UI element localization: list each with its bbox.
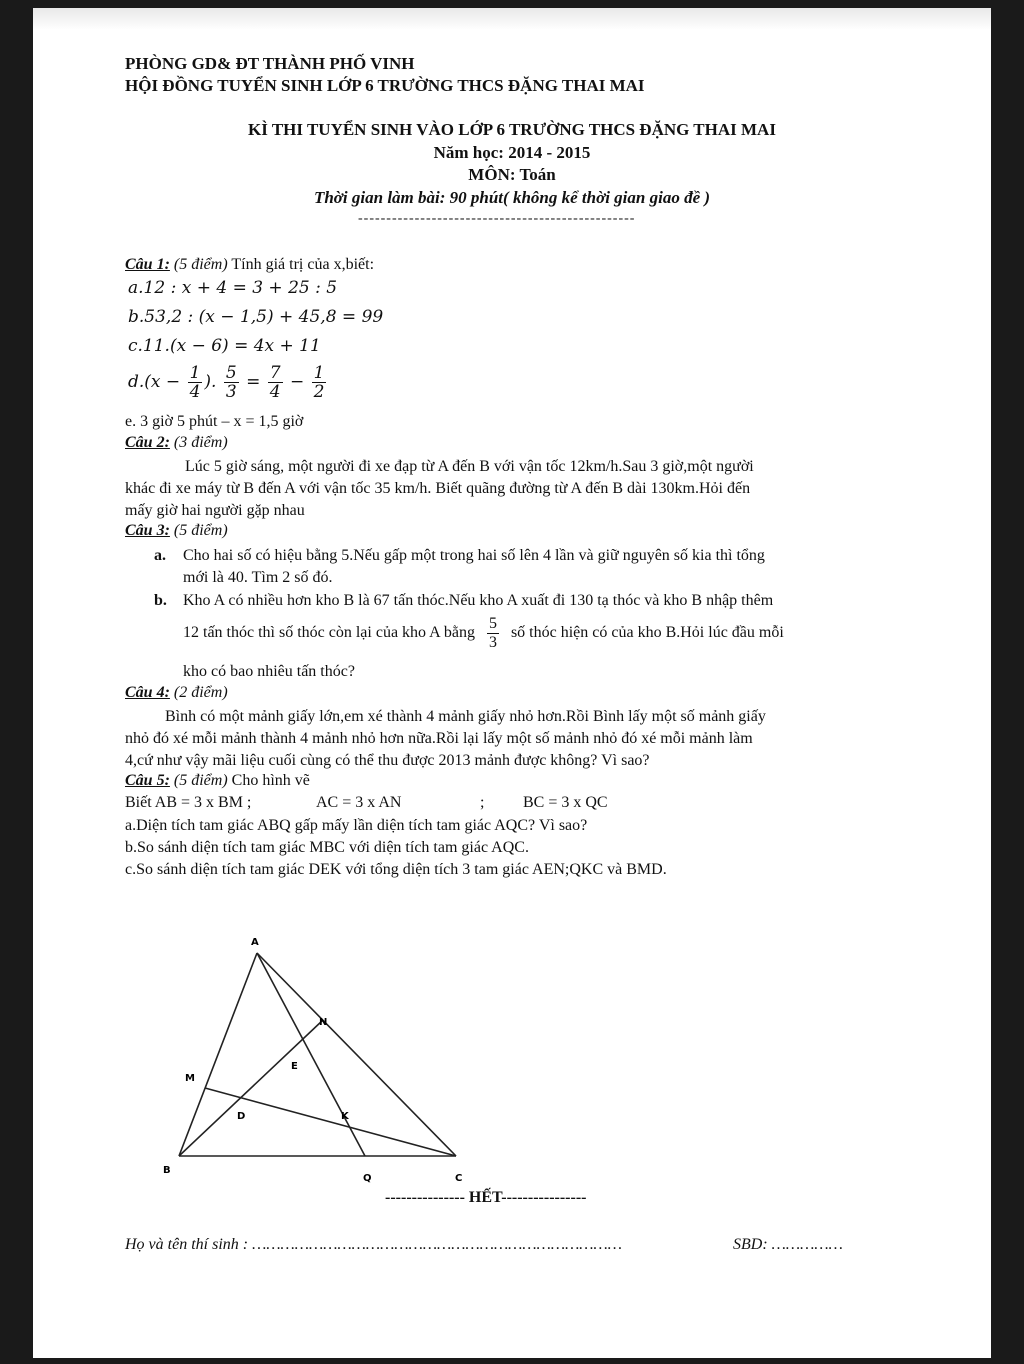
time-limit: Thời gian làm bài: 90 phút( không kể thời gian giao đề ) xyxy=(313,188,711,207)
subject: MÔN: Toán xyxy=(468,165,556,184)
q1-a: a.12 : x + 4 = 3 + 25 : 5 xyxy=(128,278,338,298)
q1-d-frac3: $\frac{7}{4}$ xyxy=(269,363,281,402)
q3-points: (5 điểm) xyxy=(173,522,228,539)
q1-d xyxy=(128,364,328,401)
q1-b: b.53,2 : (x − 1,5) + 45,8 = 99 xyxy=(128,307,384,327)
q4-text1: Bình có một mảnh giấy lớn,em xé thành 4 mảnh giấy nhỏ hơn.Rồi Bình lấy một số mảnh giấy xyxy=(165,708,766,725)
label-k: K xyxy=(341,1111,349,1122)
q1-title: Câu 1: xyxy=(125,256,170,273)
q1-points: (5 điểm) xyxy=(173,256,228,273)
q3-b2-pre: 12 tấn thóc thì số thóc còn lại của kho A bằng xyxy=(183,624,475,641)
q1-heading xyxy=(125,256,374,274)
q3-b-label: b. xyxy=(154,592,167,609)
q3-b2-post: số thóc hiện có của kho B.Hỏi lúc đầu mỗi xyxy=(510,624,784,641)
q5-given2: AC = 3 x AN xyxy=(316,794,402,811)
q1-e: e. 3 giờ 5 phút – x = 1,5 giờ xyxy=(125,413,304,430)
sbd-label: SBD: xyxy=(733,1236,768,1253)
q1-d-prefix: d.(x − xyxy=(128,372,181,392)
exam-page xyxy=(33,8,991,1358)
q2-title: Câu 2: xyxy=(125,434,170,451)
header-rule: ------------------------------------------------- xyxy=(358,211,636,226)
q3-a1: Cho hai số có hiệu bằng 5.Nếu gấp một trong hai số lên 4 lần và giữ nguyên số kia thì tổng xyxy=(183,547,765,564)
q1-prompt: Tính giá trị của x,biết: xyxy=(231,256,375,273)
segment-mc xyxy=(205,1088,456,1156)
q1-d-mid: ). xyxy=(204,372,217,392)
q3-b3: kho có bao nhiêu tấn thóc? xyxy=(183,663,355,680)
q1-d-minus: − xyxy=(289,372,305,392)
sbd-line xyxy=(733,1236,843,1254)
q4-text3: 4,cứ như vậy mãi liệu cuối cùng có thể thu được 2013 mảnh được không? Vì sao? xyxy=(125,752,650,769)
q4-points: (2 điểm) xyxy=(173,684,228,701)
segment-aq xyxy=(257,953,365,1156)
triangle-figure xyxy=(133,923,513,1183)
q3-a2: mới là 40. Tìm 2 số đó. xyxy=(183,569,333,586)
q1-d-frac2: $\frac{5}{3}$ xyxy=(225,363,237,402)
q3-b2-frac: $\frac{5}{3}$ xyxy=(488,614,497,651)
segment-bn xyxy=(179,1020,323,1156)
label-e: E xyxy=(291,1061,298,1072)
candidate-name-dots: …………………………………………………………………… xyxy=(252,1236,622,1253)
q1-c: c.11.(x − 6) = 4x + 11 xyxy=(128,336,321,356)
q4-heading xyxy=(125,684,228,702)
q3-b1: Kho A có nhiều hơn kho B là 67 tấn thóc.Nếu kho A xuất đi 130 tạ thóc và kho B nhập thêm xyxy=(183,592,774,609)
q5-given3: ; xyxy=(480,794,485,811)
q2-text3: mấy giờ hai người gặp nhau xyxy=(125,502,305,519)
q1-d-frac1: $\frac{1}{4}$ xyxy=(189,363,201,402)
candidate-name-label: Họ và tên thí sinh : xyxy=(125,1236,249,1253)
label-d: D xyxy=(237,1111,246,1122)
q5-given1: Biết AB = 3 x BM ; xyxy=(125,794,252,811)
label-b: B xyxy=(163,1165,171,1176)
candidate-name-line xyxy=(125,1236,622,1254)
label-q: Q xyxy=(363,1173,372,1183)
q5-b: b.So sánh diện tích tam giác MBC với diện tích tam giác AQC. xyxy=(125,839,529,856)
side-ab xyxy=(179,953,257,1156)
q5-title: Câu 5: xyxy=(125,772,170,789)
q1-d-frac4: $\frac{1}{2}$ xyxy=(313,363,325,402)
sbd-dots: …………… xyxy=(771,1236,843,1253)
header-line1: PHÒNG GD& ĐT THÀNH PHỐ VINH xyxy=(125,54,415,73)
q5-heading xyxy=(125,772,310,790)
viewer-top-bar xyxy=(33,8,991,30)
q4-title: Câu 4: xyxy=(125,684,170,701)
q5-points: (5 điểm) xyxy=(173,772,228,789)
label-m: M xyxy=(185,1073,195,1084)
q3-heading xyxy=(125,522,228,540)
q2-text1: Lúc 5 giờ sáng, một người đi xe đạp từ A đến B với vận tốc 12km/h.Sau 3 giờ,một người xyxy=(185,458,754,475)
school-year: Năm học: 2014 - 2015 xyxy=(433,143,591,162)
header-line2: HỘI ĐỒNG TUYỂN SINH LỚP 6 TRƯỜNG THCS ĐẶNG THAI MAI xyxy=(125,76,645,95)
label-a: A xyxy=(251,937,259,948)
q5-prompt: Cho hình vẽ xyxy=(231,772,310,789)
q3-title: Câu 3: xyxy=(125,522,170,539)
q4-text2: nhỏ đó xé mỗi mảnh thành 4 mảnh nhỏ hơn nữa.Rồi lại lấy một số mảnh nhỏ đó xé mỗi mảnh làm xyxy=(125,730,753,747)
exam-title: KÌ THI TUYỂN SINH VÀO LỚP 6 TRƯỜNG THCS ĐẶNG THAI MAI xyxy=(248,120,776,139)
q2-text2: khác đi xe máy từ B đến A với vận tốc 35 km/h. Biết quãng đường từ A đến B dài 130km.Hỏi đến xyxy=(125,480,751,497)
q5-a: a.Diện tích tam giác ABQ gấp mấy lần diện tích tam giác AQC? Vì sao? xyxy=(125,817,588,834)
q2-heading xyxy=(125,434,228,452)
q3-a-label: a. xyxy=(154,547,166,564)
label-n: N xyxy=(319,1017,328,1028)
q5-c: c.So sánh diện tích tam giác DEK với tổng diện tích 3 tam giác AEN;QKC và BMD. xyxy=(125,861,667,878)
q1-d-eq: = xyxy=(246,372,261,392)
q5-given4: BC = 3 x QC xyxy=(523,794,608,811)
end-marker: --------------- HẾT---------------- xyxy=(385,1189,587,1206)
q2-points: (3 điểm) xyxy=(173,434,228,451)
label-c: C xyxy=(455,1173,463,1183)
q3-b2 xyxy=(183,613,784,653)
